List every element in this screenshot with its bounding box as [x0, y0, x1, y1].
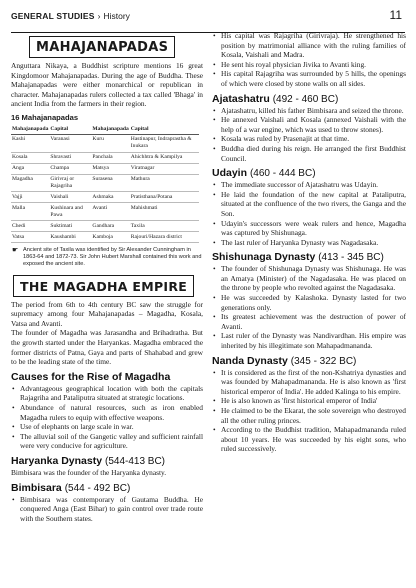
table-cell: Kaushambi	[49, 232, 91, 243]
dynasty-years: (345 - 322 BC)	[290, 355, 357, 367]
table-cell: Magadha	[11, 174, 49, 192]
list-item: • The last ruler of Haryanka Dynasty was Nagadasaka.	[213, 237, 379, 247]
page-header	[0, 8, 416, 28]
table-cell: Vatsa	[11, 232, 49, 243]
table-cell: Kamboja	[91, 232, 129, 243]
nanda-heading	[212, 355, 406, 368]
table-row	[11, 203, 199, 221]
mahajanapadas-table	[11, 125, 199, 243]
dynasty-name: Shishunaga Dynasty	[212, 251, 316, 264]
causes-list	[11, 384, 203, 451]
page-number: 11	[389, 8, 402, 22]
list-item: • He annexed Vaishali and Kosala (annexed Vaishali with the help of a war engine, which was used to throw stones).	[213, 115, 406, 134]
table-cell: Girivraj or Rajagriha	[49, 174, 91, 192]
ruler-name: Bimbisara	[11, 481, 62, 494]
table-cell: Taxila	[130, 221, 199, 232]
taxila-note	[11, 247, 203, 269]
table-cell: Ashmaka	[91, 192, 129, 203]
table-cell: Kuru	[91, 134, 129, 152]
column-header: Capital	[130, 125, 199, 134]
magadha-para-1: The period from 6th to 4th century BC saw the struggle for supremacy among four Mahajanapadas – Magadha, Kosala, Vatsa and Avanti.	[11, 299, 203, 328]
list-item: • The alluvial soil of the Gangetic valley and sufficient rainfall were very conducive for agriculture.	[12, 431, 203, 451]
list-item: • He laid the foundation of the new capital at Pataliputra, situated at the confluence of the two rivers, the Ganga and the Son.	[213, 189, 406, 218]
table-cell: Kosala	[11, 152, 49, 163]
table-cell: Shravasti	[49, 152, 91, 163]
subject-name: History	[103, 11, 130, 21]
table-cell: Mathura	[130, 174, 199, 192]
column-header: Mahajanapada	[11, 125, 49, 134]
table-row	[11, 174, 199, 192]
mahajanapadas-intro: Anguttara Nikaya, a Buddhist scripture mentions 16 great Kingdomoor Mahajanapadas. During the age of Buddha. These Mahajanapadas were either monarchical or republican in character. Mahajanapadas rulers collected a tax called 'Bhaga' in ancient India from the farmers in their region.	[11, 61, 203, 109]
udayin-heading	[212, 167, 406, 180]
table-cell: Suktimati	[49, 221, 91, 232]
table-cell: Avanti	[91, 203, 129, 221]
taxila-note-text: Ancient site of Taxila was identified by Sir Alexander Cunningham in 1863-64 and 1872-73. Sir John Hubert Marshall contained this work and exposed the ancient site.	[23, 247, 202, 268]
table-cell: Varanasi	[49, 134, 91, 152]
table-heading: 16 Mahajanapadas	[11, 112, 79, 122]
table-cell: Vaishali	[49, 192, 91, 203]
table-cell: Anga	[11, 163, 49, 174]
list-item: • Buddha died during his reign. He arranged the first Buddhist Council.	[213, 143, 406, 163]
ruler-name: Ajatashatru	[212, 92, 270, 105]
table-cell: Rajouri/Hazara district	[130, 232, 199, 243]
mahajanapadas-title: MAHAJANAPADAS	[29, 36, 175, 58]
ajatashatru-list	[212, 106, 406, 164]
bimbisara-heading	[11, 482, 203, 495]
column-header: Mahajanapada	[91, 125, 129, 134]
bimbisara-list-left	[11, 495, 203, 524]
list-item: • Use of elephants on large scale in war.	[12, 422, 134, 432]
list-item: • Its greatest achievement was the destruction of power of Avanti.	[213, 312, 406, 331]
table-cell: Mahishmati	[130, 203, 199, 221]
ajatashatru-heading	[212, 93, 406, 106]
udayin-list	[212, 180, 406, 247]
table-header-row	[11, 125, 199, 134]
magadha-para-2: The founder of Magadha was Jarasandha and Brihadratha. But the growth started under the Haryankas. Magadha embraced the former districts of Patna, Gaya and parts of Shahabad and grew to be the leading state of the time.	[11, 328, 203, 367]
list-item: • Kosala was ruled by Prasenajit at that time.	[213, 134, 350, 144]
list-item: • According to the Buddhist tradition, Mahapadmananda ruled about 10 years. He was succeeded by his eight sons, who ruled successively.	[213, 425, 406, 454]
table-cell: Viratnagar	[130, 163, 199, 174]
list-item: • Udayin's successors were weak rulers and hence, Magadha was captured by Shishunaga.	[213, 218, 406, 238]
bimbisara-list-right	[212, 31, 406, 89]
table-cell: Matsya	[91, 163, 129, 174]
causes-heading: Causes for the Rise of Magadha	[11, 370, 171, 383]
running-head	[11, 11, 130, 21]
table-cell: Champa	[49, 163, 91, 174]
list-item: • Last ruler of the Dynasty was Nandivardhan. His empire was inherited by his illegitimate son Mahapadmananda.	[213, 331, 406, 351]
haryanka-heading	[11, 455, 203, 468]
nanda-list	[212, 368, 406, 454]
table-cell: Chedi	[11, 221, 49, 232]
list-item: • He is also known as 'first historical emperor of India'	[213, 396, 378, 406]
list-item: • Ajatashatru, killed his father Bimbisara and seized the throne.	[213, 105, 404, 115]
table-cell: Kashi	[11, 134, 49, 152]
list-item: • Abundance of natural resources, such as iron enabled Magadha rulers to equip with effective weapons.	[12, 402, 203, 422]
column-header: Capital	[49, 125, 91, 134]
ruler-name: Udayin	[212, 167, 248, 180]
ruler-years: (460 - 444 BC)	[249, 168, 316, 180]
table-cell: Gandhara	[91, 221, 129, 232]
list-item: • He sent his royal physician Jivika to Avanti king.	[213, 59, 366, 69]
shishunaga-list	[212, 264, 406, 350]
table-row	[11, 163, 199, 174]
table-cell: Panchala	[91, 152, 129, 163]
list-item: • His capital Rajagriha was surrounded by 5 hills, the openings of which were closed by stone walls on all sides.	[213, 69, 406, 88]
table-body	[11, 134, 199, 242]
dynasty-years: (544-413 BC)	[104, 455, 166, 467]
table-row	[11, 232, 199, 243]
table-cell: Ahichhtra & Kampilya	[130, 152, 199, 163]
table-cell: Vajji	[11, 192, 49, 203]
table-cell: Surasena	[91, 174, 129, 192]
list-item: • He was succeeded by Kalashoka. Dynasty lasted for two generations only.	[213, 293, 406, 312]
haryanka-text: Bimbisara was the founder of the Haryanka dynasty.	[11, 467, 167, 477]
right-column	[212, 30, 406, 454]
table-row	[11, 152, 199, 163]
list-item: • The immediate successor of Ajatashatru was Udayin.	[213, 180, 379, 190]
dynasty-years: (413 - 345 BC)	[318, 252, 384, 264]
ruler-years: (492 - 460 BC)	[272, 93, 339, 105]
shishunaga-heading	[212, 251, 406, 264]
pointer-icon: ☛	[12, 247, 19, 255]
table-row	[11, 221, 199, 232]
list-item: • His capital was Rajagriha (Girivraja). He strengthened his position by matrimonial alliance with the ruling families of Kosala, Vaishali and Madra.	[213, 31, 406, 60]
table-cell: Malla	[11, 203, 49, 221]
table-cell: Kushinara and Pawa	[49, 203, 91, 221]
dynasty-name: Nanda Dynasty	[212, 354, 288, 367]
list-item: • Advantageous geographical location with both the capitals Rajagriha and Pataliputra situated at strategic locations.	[12, 383, 203, 403]
magadha-title: THE MAGADHA EMPIRE	[13, 275, 194, 297]
table-cell: Hastinapur, Indraprastha & Inukara	[130, 134, 199, 152]
list-item: • Bimbisara was contemporary of Gautama Buddha. He conquered Anga (East Bihar) to gain control over trade route with the Southern states.	[12, 494, 203, 523]
table-row	[11, 134, 199, 152]
dynasty-name: Haryanka Dynasty	[11, 454, 103, 467]
ruler-years: (544 - 492 BC)	[64, 482, 131, 494]
list-item: • It is considered as the first of the non-Kshatriya dynasties and was founded by Mahapadmananda. He is also known as 'first historical emperor of India'. He added Kalinga to his empire.	[213, 367, 406, 396]
table-cell: Pratisthana/Potana	[130, 192, 199, 203]
section-name: GENERAL STUDIES	[11, 11, 95, 21]
list-item: • The founder of Shishunaga Dynasty was Shishunaga. He was an Amatya (Minister) of the Nagadasaka. He was placed on the throne by people who revolted against the Nagadasaka.	[213, 264, 406, 293]
list-item: • He claimed to be the Ekarat, the sole sovereign who destroyed all the other ruling princes.	[213, 406, 406, 425]
left-column	[11, 36, 203, 523]
breadcrumb-separator: ›	[97, 11, 101, 21]
table-row	[11, 192, 199, 203]
